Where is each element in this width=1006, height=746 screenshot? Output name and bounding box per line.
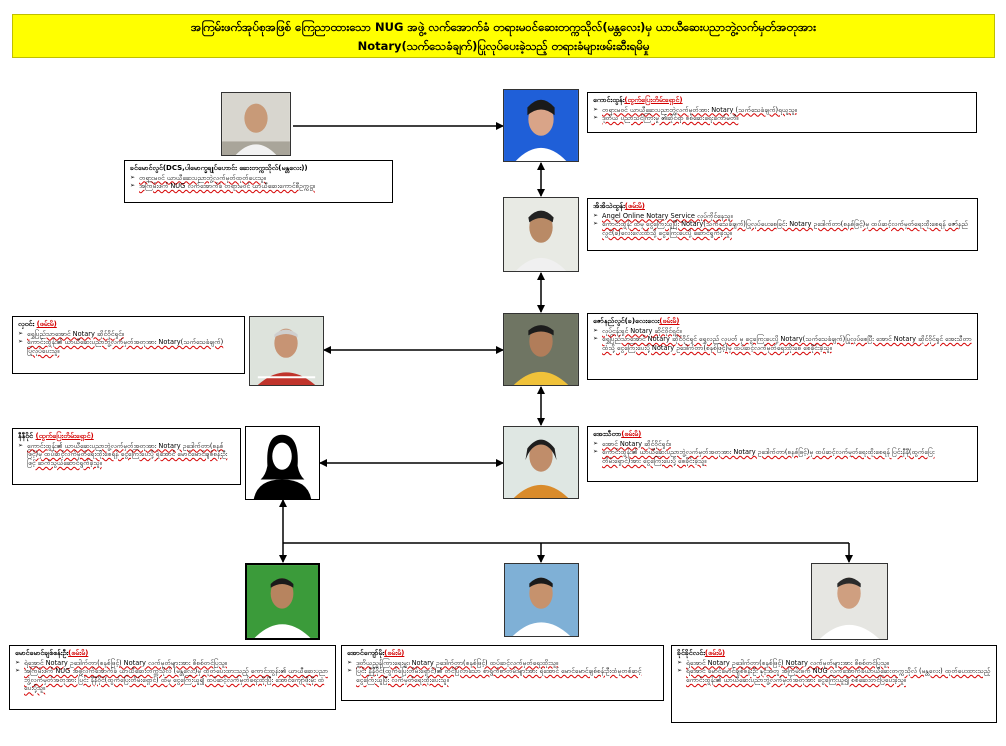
photo-p5 <box>249 316 324 386</box>
info-box-p1 <box>124 160 393 203</box>
list-item: ➢ ဒုတိယ ပညာသင်ကြားမှု ၏ဆိုင်ရာ စစ်ဆေးရေးကော်မတီ။ <box>593 114 971 123</box>
photo-p3 <box>503 197 579 272</box>
person-name: မောင်မောင်ချစ်စန်းဦး <box>15 649 69 657</box>
info-box-p2 <box>587 92 977 133</box>
person-name: အိအိသဲထွန်း <box>593 202 625 210</box>
person-name: အောင်ကျော်မိုး <box>347 649 385 657</box>
photo-p9 <box>504 563 579 637</box>
list-item: ➢ ရဲအောင် မောင်မောင်ချစ်စန်းဦး နှင့်အတူ အကြမ်းဖက် NUG လက်အောက်ခံယာယီဆေးတက္ကသိုလ် (မန္တလေး) ထုတ်ပေးထားသည့် ကောင်းထွန်း၏ ယာယီဆေးပညာဘွဲ့လက်မှတ်အတုအား ငွေကြေးယူ၍ စစ်ဆေးတင်ပြပေးခဲ့သူ။ <box>677 667 991 684</box>
list-item: ➢ ရွှေပြည်သာအောင် Notary ဆိုင်ဝိုင်ရှင်။ <box>18 330 239 339</box>
list-item: ➢ တရားမဝင် ယာယီဆေးပညာဘွဲ့လက်မှတ်အား Notary (သက်သေခံချက်)ရယူသူ။ <box>593 106 971 115</box>
info-box-p5 <box>12 316 245 374</box>
list-item: ➢ ရွှေပြည်သာအောင် Notary ဆိုင်ဝိုင်ရှင် ရွှေလည် လှပတ် မှ ငွေကြေးပေးပို့ Notary(သက်သေခံချက်)ပြုလုပ်စေပြီး အောင် Notary ဆိုင်ဝိုင်ရှင် အေးသီတာထံသို့ ငွေကြေးပေးပို့ Notary ဥဒေါက်တာ(စနစ်ဖြင့်)မှ ထပ်ဆင့်လက်မှတ်ရေးထိုးစေ စေခိုင်းခဲ့သူ။ <box>593 335 972 352</box>
status-badge: (ဖမ်းမိ) <box>659 317 680 325</box>
list-item: ➢ တရားမဝင် ယာယီဆေးပညာဘွဲ့လက်မှတ်ထုတ်ပေးသူ။ <box>130 174 387 183</box>
person-name: နီနီဝိုင် <box>18 432 34 440</box>
info-box-p8 <box>9 645 336 710</box>
person-name: လှဝင်း <box>18 320 35 328</box>
person-name: ခင်မောင်လွင်(DCS,ပါမောက္ခချုပ်ဟောင်း ဆေးတက္ကသိုလ်(မန္တလေး)) <box>130 164 308 172</box>
info-box-p4 <box>587 313 978 380</box>
list-item: ➢ ရဲအောင် Notary ဥဒေါက်တာ(စနစ်ဖြင့်) Notary လက်မှတ်များအား စိစစ်တင်ပြသူ။ <box>677 659 991 668</box>
list-item: ➢ Angel Online Notary Service လုပ်ကိုင်နေသူ။ <box>593 212 972 221</box>
person-name: ခိုင်ခိုင်လင်း <box>677 649 705 657</box>
photo-p4 <box>503 313 579 386</box>
list-item: ➢ ကောင်းထွန်း၏ ယာယီဆေးပညာဘွဲ့လက်မှတ်အတုအား Notary(သက်သေခံချက်) ပြုလုပ်ပေးသူ။ <box>18 338 239 355</box>
photo-p8 <box>245 563 320 640</box>
info-box-p6 <box>587 426 978 482</box>
list-item: ➢ ကောင်းထွန်း၏ ယာယီဆေးပညာဘွဲ့လက်မှတ်အတုအား Notary ဥဒေါက်တာ(စနစ်ဖြင့်)မှ ထပ်ဆင့်လက်မှတ်ရေးထိုးစေရန် ပြင်းနီနီ(ထွက်ပြေးတိမ်းရှောင်)အား ငွေကြေးပေးပို့ စေခိုင်းခဲ့သူ။ <box>593 448 972 465</box>
photo-p7-silhouette <box>245 426 320 500</box>
list-item: ➢ ပြင်း နီနီဝိုင်(ထွက်ပြေးတိမ်းရှောင်)၏ တင်ပြလာသော စာရွက်စာတမ်းများအား ရဲအောင် မောင်မောင်ချစ်စန်းဦးထံမှတစ်ဆင့် ငွေကြေးယူပြီး လက်မှတ်ရေးထိုးပေးသူ။ <box>347 667 658 684</box>
person-name: ကောင်းထွန်း <box>593 96 625 104</box>
list-item: ➢ အောင် Notary ဆိုင်ဝိုင်ရှင်။ <box>593 440 972 449</box>
photo-p6 <box>503 426 579 499</box>
status-badge: (ဖမ်းမိ) <box>36 320 57 328</box>
photo-p10 <box>811 563 888 640</box>
status-badge: (ဖမ်းမိ) <box>68 649 89 657</box>
list-item: ➢ ဒုတိယညွှန်ကြားရေးမှူး၊ Notary ဥဒေါက်တာ(စနစ်ဖြင့်) ထပ်ဆင့်လက်မှတ်ရေးထိုးသူ။ <box>347 659 658 668</box>
list-item: ➢ အကြမ်းဖက် NUG လက်အောက်ခံ တရားမဝင် ယာယီဆေးကောင်စီဥက္ကဋ္ဌ။ <box>130 182 387 191</box>
list-item: ➢ ရဲအောင် Notary ဥဒေါက်တာ(စနစ်ဖြင့်) Notary လက်မှတ်များအား စိစစ်တင်ပြသူ။ <box>15 659 330 668</box>
status-badge: (ဖမ်းမိ) <box>624 202 645 210</box>
info-box-p3 <box>587 198 978 251</box>
status-badge: (ဖမ်းမိ) <box>621 430 642 438</box>
list-item: ➢ လုပ်ငန်းရှင် Notary ဆိုင်ဝိုင်ရှင်။ <box>593 327 972 336</box>
status-badge: (ဖမ်းမိ) <box>384 649 405 657</box>
list-item: ➢ အကြမ်းဖက် NUG အဖွဲ့လက်အောက်ခံ ယာယီဆေးတက္ကသိုလ် (မန္တလေး)မှ ထုတ်ပေးထားသည့် ကောင်းထွန်း၏ ယာယီဆေးပညာဘွဲ့လက်မှတ်အတုအား ပြင်း နီနီဝိုင်(ထွက်ပြေးတိမ်းရှောင်) ထံမှ ငွေကြေးယူ၍ ထပ်ဆင့်လက်မှတ်ရေးထိုးပြီး အောင်ကျော်ဖိုးမိုး ထံပေးပို့သူ။ <box>15 667 330 693</box>
status-badge: (ထွက်ပြေးတိမ်းရှောင်) <box>35 432 94 440</box>
title-line-2: Notary(သက်သေခံချက်)ပြုလုပ်ပေးခဲ့သည့် တရားခံများဖမ်းဆီးရမိမှု <box>357 39 650 53</box>
info-box-p10 <box>671 645 997 723</box>
photo-p1 <box>221 92 291 156</box>
person-name: အေးသီတာ <box>593 430 622 438</box>
list-item: ➢ ကောင်းထွန်း ထံမှ ငွေကြေးယူပြီး Notary(သက်သေခံချက်)ပြုလုပ်ပေးစေခြင်း Notary ဥဒေါက်တာ(စနစ်ဖြင့်)မှ ထပ်ဆင့်လက်မှတ်ရေးထိုးစေရန် ဇော်နည်လွင်(ခ)လေးလေးထံသို့ ငွေကြေးပေးပို့ ဆောင်ရွက်ခဲ့သူ။ <box>593 220 972 237</box>
status-badge: (ဖမ်းမိ) <box>704 649 726 657</box>
list-item: ➢ ကောင်းထွန်း၏ ယာယီဆေးပညာဘွဲ့လက်မှတ်အတုအား Notary ဥဒေါက်တာ(စနစ်ဖြင့်)မှ ထပ်ဆင့်လက်မှတ်ရေးထိုးစေရန် ငွေကြေးပေးပို့ ရဲအောင် မောင်မောင်ချစ်စန်းဦးဖြင့် ဆက်သွယ်ဆောင်ရွက်ခဲ့သူ။ <box>18 442 235 468</box>
info-box-p9 <box>341 645 664 701</box>
info-box-p7 <box>12 428 241 485</box>
person-name: ဇော်နည်လွင်(ခ)လေးလေး <box>593 317 660 325</box>
photo-p2 <box>503 89 579 162</box>
title-line-1: အကြမ်းဖက်အုပ်စုအဖြစ် ကြေညာထားသော NUG အဖွဲ့ လက်အောက်ခံ တရားမဝင်ဆေးတက္ကသိုလ်(မန္တလေး)မှ ယာယီဆေးပညာဘွဲ့လက်မှတ်အတုအား <box>190 20 817 34</box>
status-badge: (ထွက်ပြေးတိမ်းရှောင်) <box>624 96 683 104</box>
